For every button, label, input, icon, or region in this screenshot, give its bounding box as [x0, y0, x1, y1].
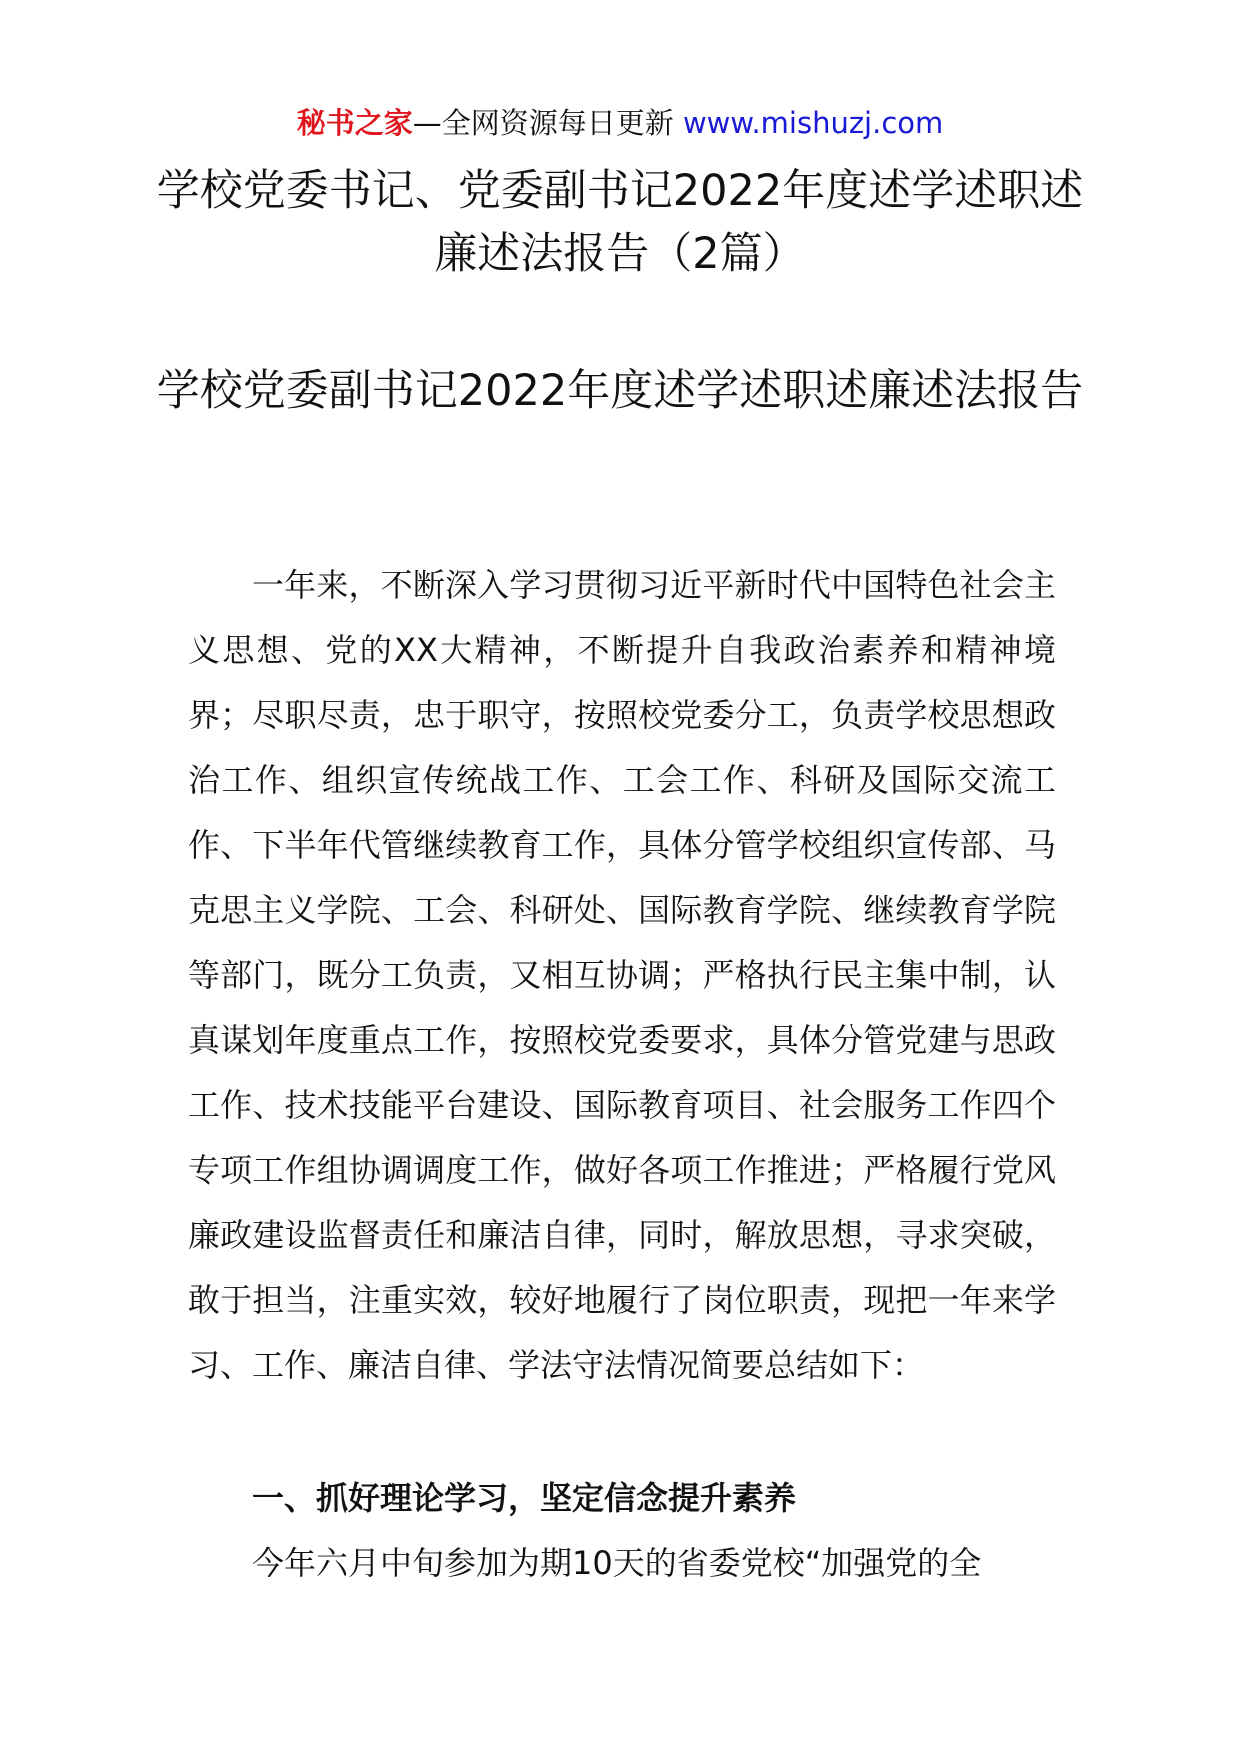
body-paragraph-2: 今年六月中旬参加为期10天的省委党校“加强党的全: [252, 1544, 982, 1582]
body-paragraph-1: 一年来，不断深入学习贯彻习近平新时代中国特色社会主义思想、党的XX大精神，不断提升自我政治素养和精神境界；尽职尽责，忠于职守，按照校党委分工，负责学校思想政治工作、组织宣传统战工作、工会工作、科研及国际交流工作、下半年代管继续教育工作，具体分管学校组织宣传部、马克思主义学院、工会、科研处、国际教育学院、继续教育学院等部门，既分工负责，又相互协调；严格执行民主集中制，认真谋划年度重点工作，按照校党委要求，具体分管党建与思政工作、技术技能平台建设、国际教育项目、社会服务工作四个专项工作组协调调度工作，做好各项工作推进；严格履行党风廉政建设监督责任和廉洁自律，同时，解放思想，寻求突破，敢于担当，注重实效，较好地履行了岗位职责，现把一年来学习、工作、廉洁自律、学法守法情况简要总结如下：: [188, 566, 1056, 1384]
section-heading-1: 一、抓好理论学习，坚定信念提升素养: [252, 1479, 797, 1517]
brand-name: 秘书之家: [296, 106, 413, 140]
document-sub-title: 学校党委副书记2022年度述学述职述廉述法报告: [156, 366, 1084, 416]
site-url-link[interactable]: www.mishuzj.com: [682, 106, 944, 140]
document-main-title: 学校党委书记、党委副书记2022年度述学述职述廉述法报告（2篇）: [156, 166, 1084, 279]
site-header: [0, 103, 1240, 143]
header-tagline: —全网资源每日更新: [412, 106, 674, 140]
